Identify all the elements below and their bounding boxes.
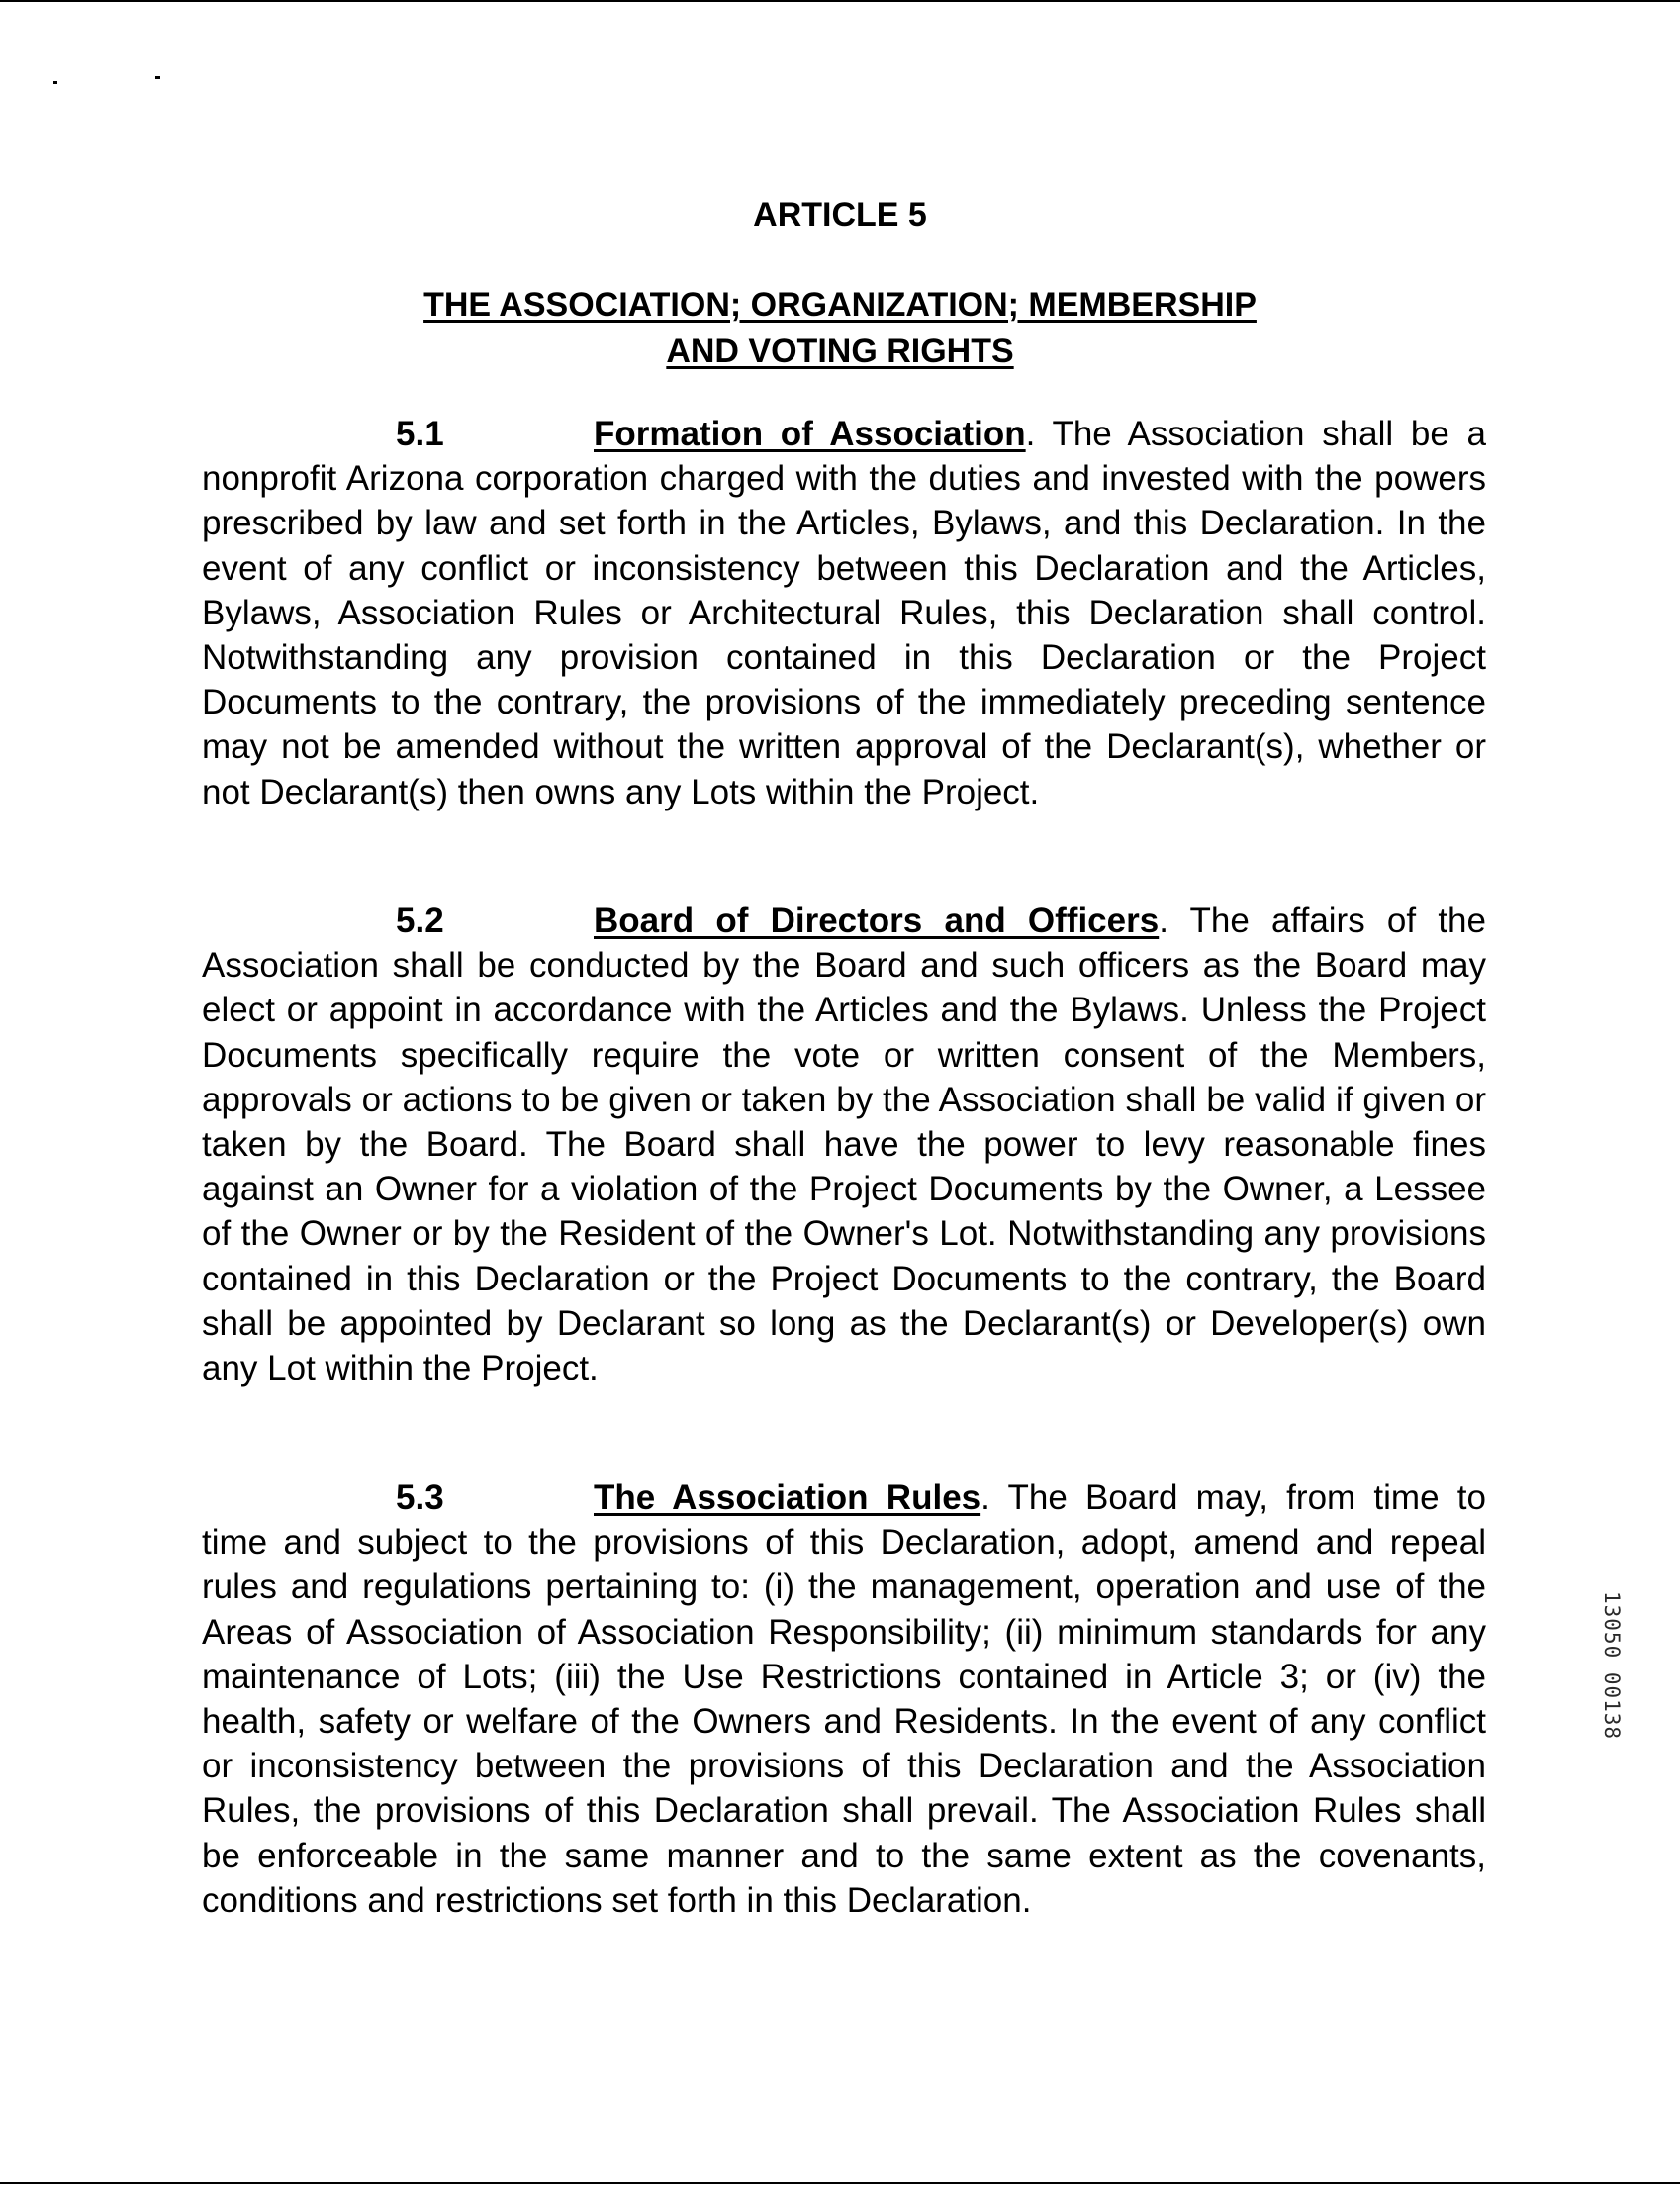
section-number: 5.2 [396,902,444,940]
section-5-1 [202,412,1486,814]
scan-top-edge [0,0,1680,2]
section-5-2 [202,899,1486,1390]
scan-bottom-edge [0,2182,1680,2184]
article-subtitle [0,282,1680,375]
article-subtitle-line-1: THE ASSOCIATION; ORGANIZATION; MEMBERSHIP [423,286,1257,324]
section-number: 5.1 [396,415,444,453]
section-5-3 [202,1475,1486,1923]
article-subtitle-line-2: AND VOTING RIGHTS [666,333,1014,370]
section-title: Formation of Association [594,415,1026,453]
section-body: . The Board may, from time to time and subject to the provisions of this Declaration, adopt, amend and repeal rules and regulations pertaining to: (i) the management, operation and use of the Areas of Association of Association Responsibility; (ii) minimum standards for any maintenance of Lots; (iii) the Use Restrictions contained in Article 3; or (iv) the health, safety or welfare of the Owners and Residents. In the event of any conflict or inconsistency between the provisions of this Declaration and the Association Rules, the provisions of this Declaration shall prevail. The Association Rules shall be enforceable in the same manner and to the same extent as the covenants, conditions and restrictions set forth in this Declaration. [202,1478,1487,1920]
section-title: Board of Directors and Officers [594,902,1160,940]
article-heading: ARTICLE 5 [753,196,927,234]
section-body: . The Association shall be a nonprofit Arizona corporation charged with the duties and invested with the powers prescribed by law and set forth in the Articles, Bylaws, and this Declaration. In the event of any conflict or inconsistency between this Declaration and the Articles, Bylaws, Association Rules or Architectural Rules, this Declaration shall control. Notwithstanding any provision contained in this Declaration or the Project Documents to the contrary, the provisions of the immediately preceding sentence may not be amended without the written approval of the Declarant(s), whether or not Declarant(s) then owns any Lots within the Project. [202,415,1487,811]
scan-speck [53,81,57,84]
section-number: 5.3 [396,1478,444,1517]
section-title: The Association Rules [594,1478,981,1517]
scan-speck [155,76,160,79]
section-body: . The affairs of the Association shall be conducted by the Board and such officers as the Board may elect or appoint in accordance with the Articles and the Bylaws. Unless the Project Documents specifically require the vote or written consent of the Members, approvals or actions to be given or taken by the Association shall be valid if given or taken by the Board. The Board shall have the power to levy reasonable fines against an Owner for a violation of the Project Documents by the Owner, a Lessee of the Owner or by the Resident of the Owner's Lot. Notwithstanding any provisions contained in this Declaration or the Project Documents to the contrary, the Board shall be appointed by Declarant so long as the Declarant(s) or Developer(s) own any Lot within the Project. [202,902,1486,1388]
recording-stamp: 13050 00138 [1600,1591,1624,1741]
